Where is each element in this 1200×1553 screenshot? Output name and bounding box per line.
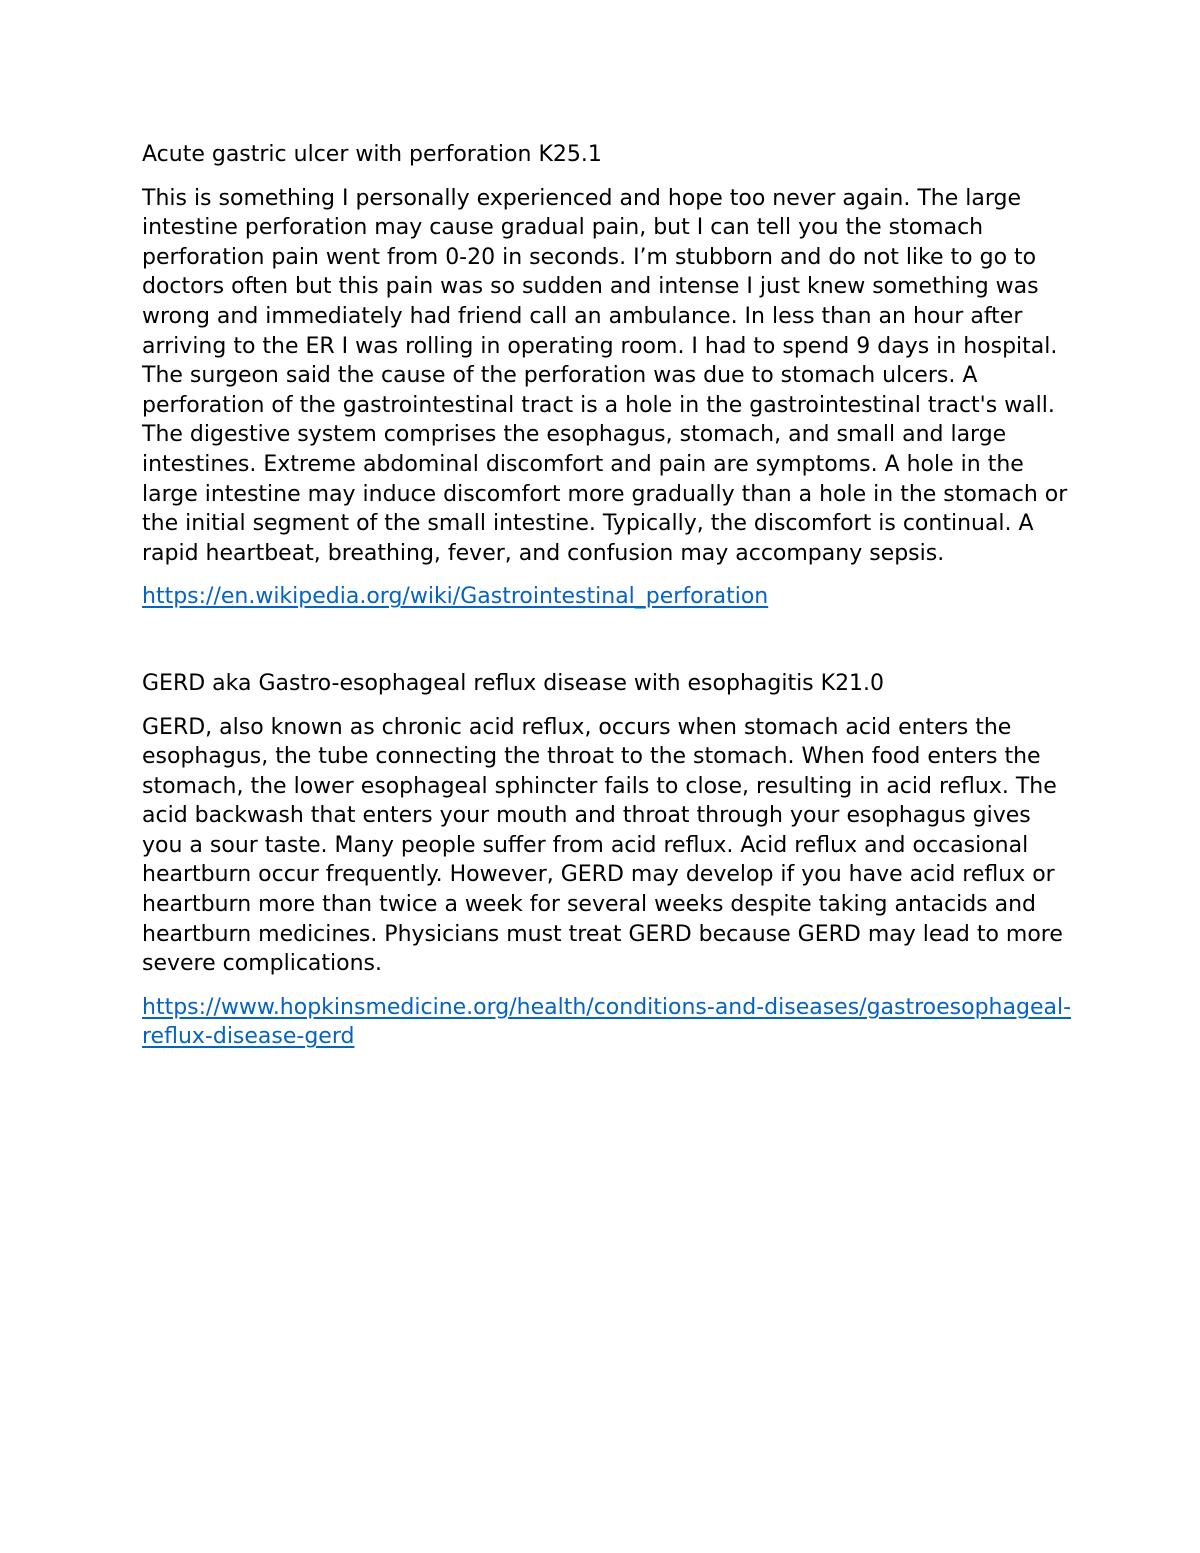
section-heading: GERD aka Gastro-esophageal reflux disease with esophagitis K21.0 (142, 670, 885, 696)
section-body: GERD, also known as chronic acid reflux, occurs when stomach acid enters the esophagus, the tube connecting the throat to the stomach. When food enters the stomach, the lower esophageal sphincter fails to close, resulting in acid reflux. The acid backwash that enters your mouth and throat through your esophagus gives you a sour taste. Many people suffer from acid reflux. Acid reflux and occasional heartburn occur frequently. However, GERD may develop if you have acid reflux or heartburn more than twice a week for several weeks despite taking antacids and heartburn medicines. Physicians must treat GERD because GERD may lead to more severe complications. (142, 714, 1063, 977)
section-body: This is something I personally experienced and hope too never again. The large intestine perforation may cause gradual pain, but I can tell you the stomach perforation pain went from 0-20 in seconds. I’m stubborn and do not like to go to doctors often but this pain was so sudden and intense I just knew something was wrong and immediately had friend call an ambulance. In less than an hour after arriving to the ER I was rolling in operating room. I had to spend 9 days in hospital. The surgeon said the cause of the perforation was due to stomach ulcers. A perforation of the gastrointestinal tract is a hole in the gastrointestinal tract's wall. The digestive system comprises the esophagus, stomach, and small and large intestines. Extreme abdominal discomfort and pain are symptoms. A hole in the large intestine may induce discomfort more gradually than a hole in the stomach or the initial segment of the small intestine. Typically, the discomfort is continual. A rapid heartbeat, breathing, fever, and confusion may accompany sepsis. (142, 185, 1068, 566)
empty-line (142, 626, 1072, 669)
reference-link[interactable]: https://en.wikipedia.org/wiki/Gastrointestinal_perforation (142, 584, 769, 610)
reference-link[interactable]: https://www.hopkinsmedicine.org/health/conditions-and-diseases/gastroesophageal-reflux-disease-gerd (142, 994, 1072, 1050)
section-gastric-ulcer (142, 140, 1072, 612)
document-content (142, 140, 1072, 1066)
section-gerd (142, 669, 1072, 1052)
reference-link-paragraph (142, 993, 1072, 1052)
reference-link-paragraph (142, 582, 1072, 612)
section-heading: Acute gastric ulcer with perforation K25.1 (142, 142, 602, 167)
